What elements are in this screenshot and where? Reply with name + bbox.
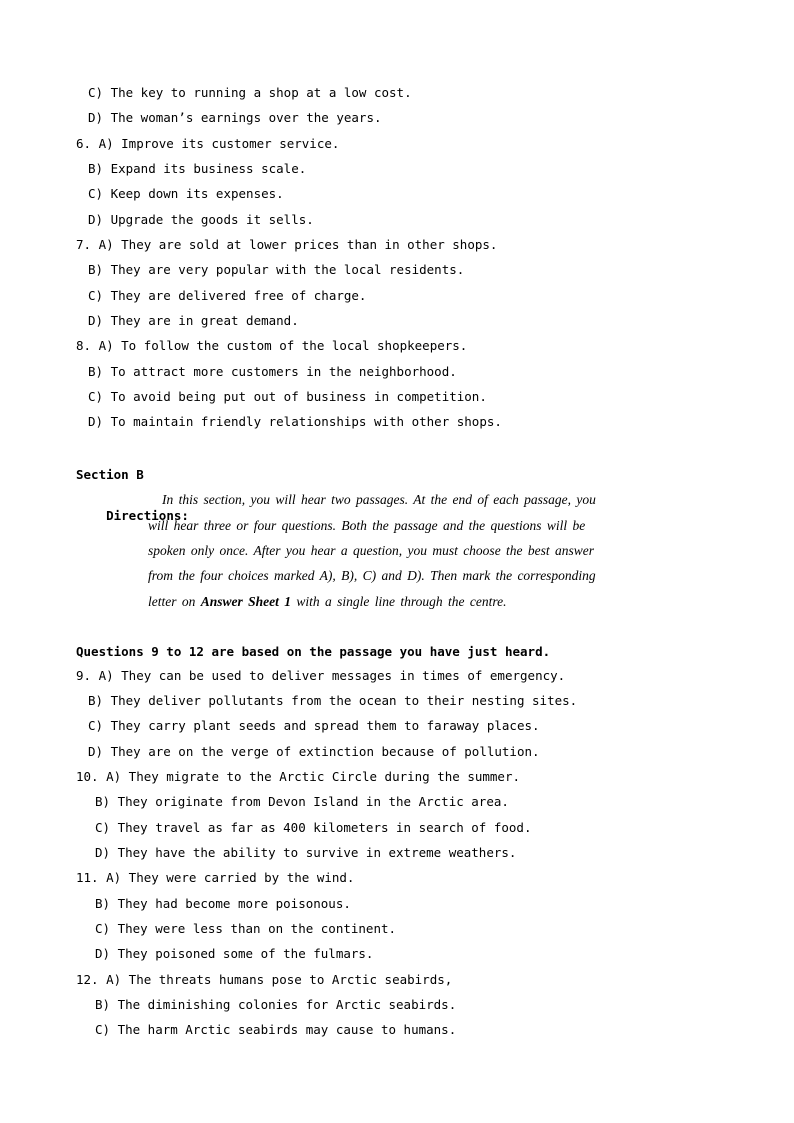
q6-option-d: D) Upgrade the goods it sells. xyxy=(88,212,314,227)
q7-option-c: C) They are delivered free of charge. xyxy=(88,288,367,303)
questions-group-heading: Questions 9 to 12 are based on the passage you have just heard. xyxy=(76,644,551,659)
q12-option-b: B) The diminishing colonies for Arctic seabirds. xyxy=(95,997,457,1012)
q10-option-c: C) They travel as far as 400 kilometers in search of food. xyxy=(95,820,532,835)
q9-option-c: C) They carry plant seeds and spread them to faraway places. xyxy=(88,718,540,733)
q9-option-d: D) They are on the verge of extinction because of pollution. xyxy=(88,744,540,759)
directions-text-5-post: with a single line through the centre. xyxy=(291,594,507,609)
directions-text-2: will hear three or four questions. Both the passage and the questions will be xyxy=(148,518,586,533)
q11-option-b: B) They had become more poisonous. xyxy=(95,896,351,911)
q8-option-b: B) To attract more customers in the neighborhood. xyxy=(88,364,457,379)
q10-option-a: 10. A) They migrate to the Arctic Circle during the summer. xyxy=(76,769,521,784)
q11-option-c: C) They were less than on the continent. xyxy=(95,921,397,936)
directions-text-5-pre: letter on xyxy=(148,594,201,609)
directions-label: Directions: xyxy=(106,508,189,523)
q10-option-b: B) They originate from Devon Island in the Arctic area. xyxy=(95,794,509,809)
answer-sheet-label: Answer Sheet 1 xyxy=(200,594,292,609)
q9-option-b: B) They deliver pollutants from the ocean to their nesting sites. xyxy=(88,693,578,708)
q6-option-b: B) Expand its business scale. xyxy=(88,161,307,176)
q11-option-d: D) They poisoned some of the fulmars. xyxy=(95,946,374,961)
q7-option-b: B) They are very popular with the local residents. xyxy=(88,262,465,277)
q7-option-d: D) They are in great demand. xyxy=(88,313,299,328)
q11-option-a: 11. A) They were carried by the wind. xyxy=(76,870,355,885)
directions-text-3: spoken only once. After you hear a question, you must choose the best answer xyxy=(148,543,595,558)
q8-option-c: C) To avoid being put out of business in competition. xyxy=(88,389,487,404)
directions-text-4: from the four choices marked A), B), C) and D). Then mark the corresponding xyxy=(148,568,596,583)
q8-option-d: D) To maintain friendly relationships with other shops. xyxy=(88,414,502,429)
q8-option-a: 8. A) To follow the custom of the local shopkeepers. xyxy=(76,338,468,353)
q6-option-a: 6. A) Improve its customer service. xyxy=(76,136,340,151)
q6-option-c: C) Keep down its expenses. xyxy=(88,186,284,201)
q12-option-a: 12. A) The threats humans pose to Arctic seabirds, xyxy=(76,972,453,987)
q5-option-c: C) The key to running a shop at a low cost. xyxy=(88,85,412,100)
q12-option-c: C) The harm Arctic seabirds may cause to humans. xyxy=(95,1022,457,1037)
section-b-title: Section B xyxy=(76,467,144,482)
q10-option-d: D) They have the ability to survive in extreme weathers. xyxy=(95,845,517,860)
directions-text-5 xyxy=(148,594,507,610)
directions-text-1: In this section, you will hear two passages. At the end of each passage, you xyxy=(162,492,596,507)
q5-option-d: D) The woman’s earnings over the years. xyxy=(88,110,382,125)
q9-option-a: 9. A) They can be used to deliver messages in times of emergency. xyxy=(76,668,566,683)
q7-option-a: 7. A) They are sold at lower prices than in other shops. xyxy=(76,237,498,252)
